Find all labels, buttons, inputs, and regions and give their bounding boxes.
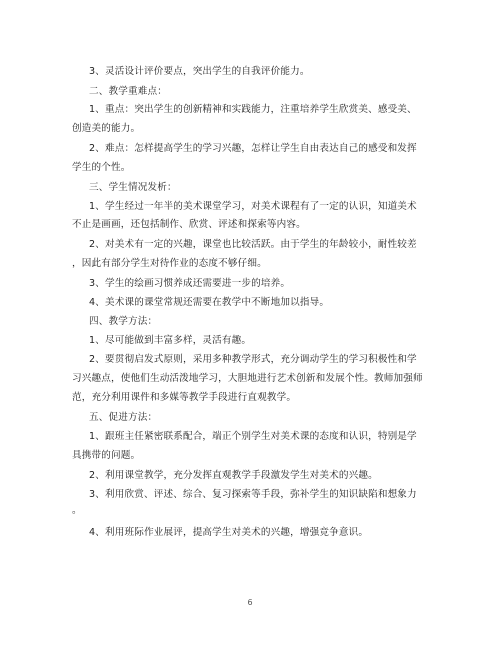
text-line: 习兴趣点，使他们生动活泼地学习，大胆地进行艺术创新和发展个性。教师加强师 (72, 373, 423, 384)
text-line: 1、跟班主任紧密联系配合，端正个别学生对美术课的态度和认识，特别是学 (89, 431, 417, 442)
text-line: 2、要贯彻启发式原则，采用多种教学形式，充分调动学生的学习积极性和学 (89, 354, 417, 365)
text-line: 创造美的能力。 (72, 123, 141, 134)
text-line: 具携带的问题。 (72, 450, 141, 461)
text-line: ，因此有部分学生对待作业的态度不够仔细。 (72, 258, 267, 269)
text-line: 3、灵活设计评价要点，突出学生的自我评价能力。 (89, 66, 310, 77)
section-heading: 二、教学重难点： (89, 86, 167, 97)
text-line: 1、尽可能做到丰富多样，灵活有趣。 (89, 335, 252, 346)
text-line: 1、重点：突出学生的创新精神和实践能力，注重培养学生欣赏美、感受美、 (89, 104, 417, 115)
text-line: 2、难点：怎样提高学生的学习兴趣，怎样让学生自由表达自己的感受和发挥 (89, 143, 417, 154)
text-line: 范，充分利用课件和多媒等教学手段进行直观教学。 (72, 392, 297, 403)
text-line: 不止是画画，还包括制作、欣赏、评述和探索等内容。 (72, 219, 306, 230)
section-heading: 三、学生情况发析： (89, 182, 177, 193)
text-line: 4、利用班际作业展评，提高学生对美术的兴趣，增强竞争意识。 (89, 527, 369, 538)
text-line: 3、学生的绘画习惯养成还需要进一步的培养。 (89, 278, 291, 289)
text-line: 。 (72, 505, 82, 516)
section-heading: 五、促进方法： (89, 412, 158, 423)
text-line: 2、对美术有一定的兴趣，课堂也比较活跃。由于学生的年龄较小，耐性较差 (89, 239, 417, 250)
text-line: 3、利用欣赏、评述、综合、复习探索等手段，弥补学生的知识缺陷和想象力 (89, 489, 417, 500)
page-number: 6 (247, 598, 253, 607)
text-line: 1、学生经过一年半的美术课堂学习，对美术课程有了一定的认识，知道美术 (89, 201, 417, 212)
text-line: 学生的个性。 (72, 162, 131, 173)
section-heading: 四、教学方法： (89, 316, 158, 327)
text-line: 2、利用课堂教学，充分发挥直观教学手段激发学生对美术的兴趣。 (89, 470, 378, 481)
text-line: 4、美术课的课堂常规还需要在教学中不断地加以指导。 (89, 297, 330, 308)
